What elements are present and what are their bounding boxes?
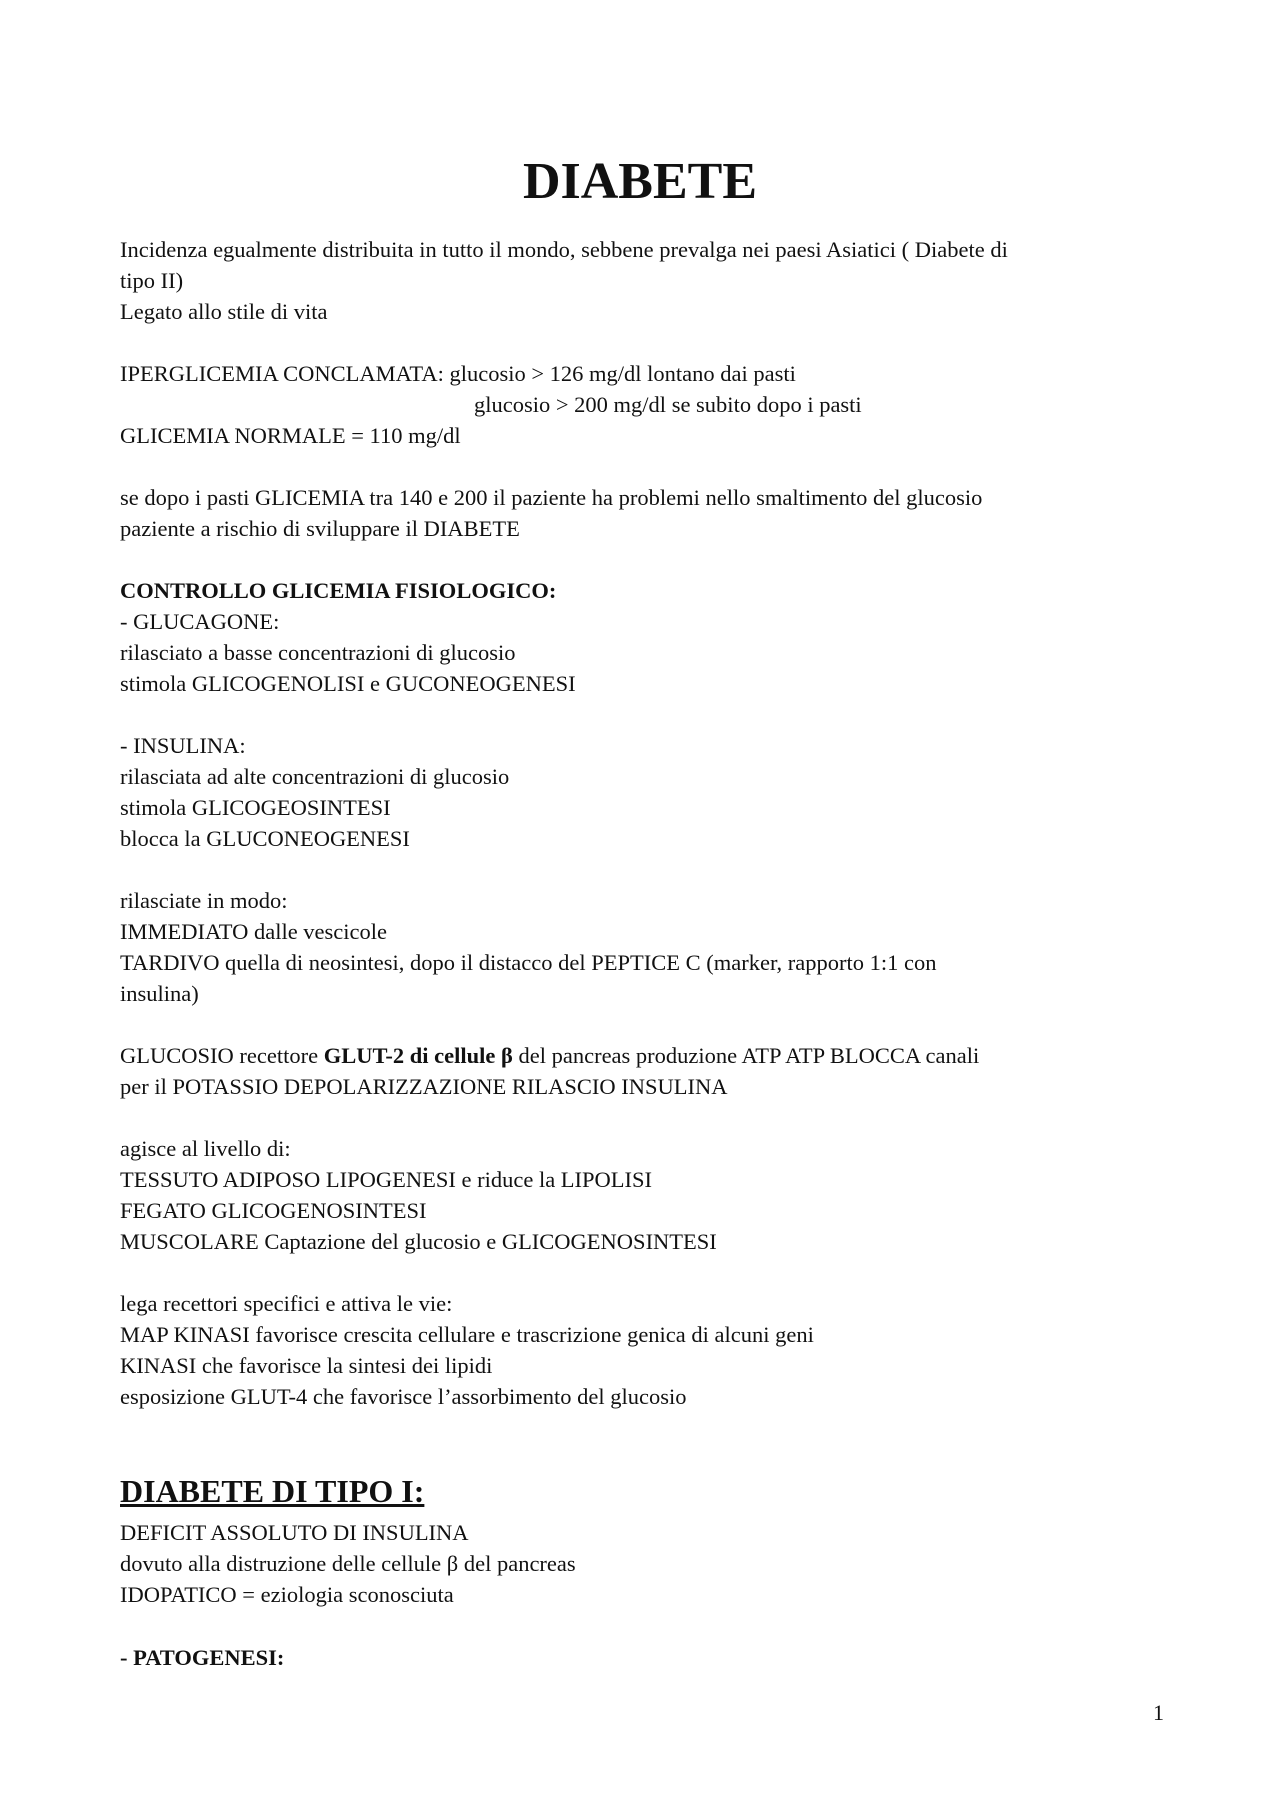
rilascio-line-2: IMMEDIATO dalle vescicole [120,919,388,944]
glucagone-line-1: - GLUCAGONE: [120,609,280,634]
tipo1-line-2: dovuto alla distruzione delle cellule β del pancreas [120,1551,576,1576]
rischio-line-2: paziente a rischio di sviluppare il DIABETE [120,516,520,541]
azione-line-4: MUSCOLARE Captazione del glucosio e GLICOGENOSINTESI [120,1229,717,1254]
tipo1-line-1: DEFICIT ASSOLUTO DI INSULINA [120,1520,469,1545]
tipo1-heading: DIABETE DI TIPO I: [120,1473,425,1509]
insulina-line-4: blocca la GLUCONEOGENESI [120,826,410,851]
azione-line-1: agisce al livello di: [120,1136,291,1161]
controllo-heading: CONTROLLO GLICEMIA FISIOLOGICO: [120,578,557,603]
azione-line-2: TESSUTO ADIPOSO LIPOGENESI e riduce la LIPOLISI [120,1167,653,1192]
vie-line-1: lega recettori specifici e attiva le vie: [120,1291,453,1316]
rilascio-line-4: insulina) [120,981,199,1006]
document-title: DIABETE [522,153,758,210]
glucagone-line-2: rilasciato a basse concentrazioni di glucosio [120,640,516,665]
insulina-line-1: - INSULINA: [120,733,246,758]
intro-line-2: tipo II) [120,268,184,293]
rilascio-line-3: TARDIVO quella di neosintesi, dopo il distacco del PEPTICE C (marker, rapporto 1:1 con [120,950,937,975]
insulina-line-3: stimola GLICOGEOSINTESI [120,795,391,820]
meccanismo-line-2: per il POTASSIO DEPOLARIZZAZIONE RILASCIO INSULINA [120,1074,728,1099]
rilascio-line-1: rilasciate in modo: [120,888,288,913]
glucagone-line-3: stimola GLICOGENOLISI e GUCONEOGENESI [120,671,576,696]
iperglicemia-post-meal-line: glucosio > 200 mg/dl se subito dopo i pasti [474,392,862,417]
meccanismo-text-b: del pancreas produzione ATP ATP BLOCCA canali [512,1043,980,1068]
iperglicemia-line: IPERGLICEMIA CONCLAMATA: glucosio > 126 mg/dl lontano dai pasti [120,361,796,386]
azione-line-3: FEGATO GLICOGENOSINTESI [120,1198,427,1223]
patogenesi-heading: - PATOGENESI: [120,1645,285,1670]
rischio-line-1: se dopo i pasti GLICEMIA tra 140 e 200 il paziente ha problemi nello smaltimento del glucosio [120,485,983,510]
meccanismo-bold-text: GLUT-2 di cellule β [323,1043,513,1068]
vie-line-4: esposizione GLUT-4 che favorisce l’assorbimento del glucosio [120,1384,687,1409]
meccanismo-text-a: GLUCOSIO recettore [120,1043,324,1068]
tipo1-line-3: IDOPATICO = eziologia sconosciuta [120,1582,454,1607]
insulina-line-2: rilasciata ad alte concentrazioni di glucosio [120,764,510,789]
page-number: 1 [1153,1700,1164,1725]
intro-line-1: Incidenza egualmente distribuita in tutto il mondo, sebbene prevalga nei paesi Asiatici ( Diabete di [120,237,1008,262]
intro-line-3: Legato allo stile di vita [120,299,328,324]
glicemia-normale-line: GLICEMIA NORMALE = 110 mg/dl [120,423,461,448]
meccanismo-line-1 [120,1040,979,1071]
vie-line-3: KINASI che favorisce la sintesi dei lipidi [120,1353,493,1378]
vie-line-2: MAP KINASI favorisce crescita cellulare e trascrizione genica di alcuni geni [120,1322,814,1347]
